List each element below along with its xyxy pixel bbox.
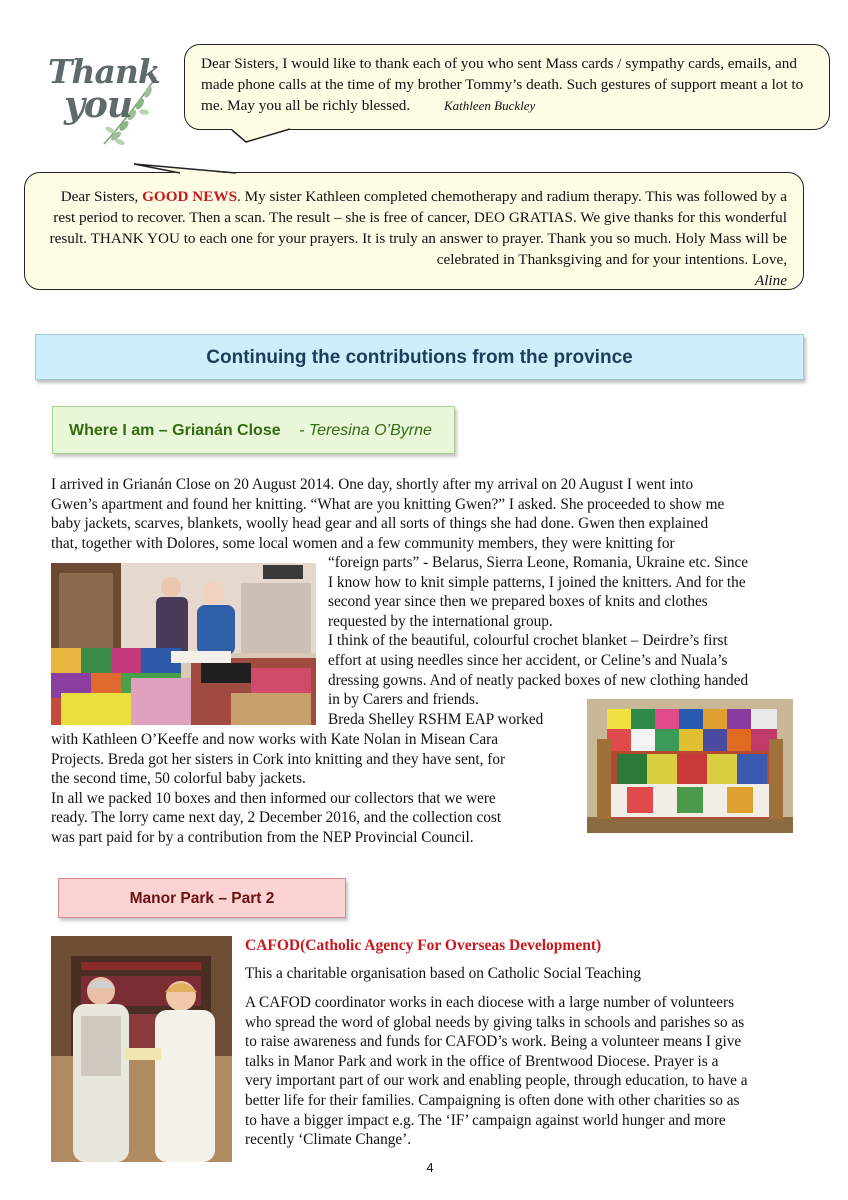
text-line: requested by the international group. <box>328 612 553 630</box>
photo-patchwork-chair <box>587 699 793 833</box>
bubble-greeting: Dear Sisters, <box>60 188 143 205</box>
speech-bubble-aline <box>24 172 804 290</box>
text-line: I think of the beautiful, colourful crochet blanket – Deirdre’s first <box>328 632 728 650</box>
thank-you-logo <box>44 52 162 152</box>
text-line: better life for their families. Campaigning is often done with other charities so as <box>245 1091 740 1109</box>
text-line: Projects. Breda got her sisters in Cork into knitting and they have sent, for <box>51 750 506 768</box>
bubble-text: Dear Sisters, I would like to thank each of you who sent Mass cards / sympathy cards, emails, and made phone calls at the time of my brother Tommy’s death. Such gestures of support meant a lot to me. May you all be richly blessed. <box>201 55 804 114</box>
bubble-signature: Kathleen Buckley <box>444 98 536 113</box>
text-line: was part paid for by a contribution from the NEP Provincial Council. <box>51 828 474 846</box>
text-line: with Kathleen O’Keeffe and now works with Kate Nolan in Misean Cara <box>51 731 499 748</box>
text-line: dressing gowns. And of neatly packed boxes of new clothing handed <box>328 671 749 689</box>
photo-cafod-sisters <box>51 936 232 1162</box>
bubble-tail <box>230 126 310 146</box>
text-line: to raise awareness and funds for CAFOD’s work. Being a volunteer means I give <box>245 1033 742 1051</box>
cafod-heading: CAFOD(Catholic Agency For Overseas Development) <box>245 937 602 954</box>
text-line: ready. The lorry came next day, 2 December 2016, and the collection cost <box>51 809 502 827</box>
cafod-paragraph <box>245 993 815 1150</box>
text-line: Breda Shelley RSHM EAP worked <box>328 710 544 728</box>
article-paragraph-top <box>51 475 821 553</box>
text-line: “foreign parts” - Belarus, Sierra Leone, Romania, Ukraine etc. Since <box>328 554 749 571</box>
article-title-banner <box>58 878 346 918</box>
text-line: A CAFOD coordinator works in each diocese with a large number of volunteers <box>245 994 735 1011</box>
text-line: in by Carers and friends. <box>328 691 479 709</box>
text-line: to have a bigger impact e.g. The ‘IF’ campaign against world hunger and more <box>245 1111 726 1129</box>
section-banner-title: Continuing the contributions from the province <box>206 347 633 368</box>
text-line: Gwen’s apartment and found her knitting. “What are you knitting Gwen?” I asked. She proceeded to show me <box>51 495 725 513</box>
text-line: In all we packed 10 boxes and then informed our collectors that we were <box>51 789 496 807</box>
bubble-message <box>47 186 787 291</box>
text-line: I arrived in Grianán Close on 20 August 2014. One day, shortly after my arrival on 20 August I went into <box>51 476 694 493</box>
article-author: - Teresina O’Byrne <box>299 422 432 439</box>
text-line: baby jackets, scarves, blankets, woolly head gear and all sorts of things she had done. Gwen then explained <box>51 515 709 533</box>
article-title-banner <box>52 406 455 454</box>
text-line: recently ‘Climate Change’. <box>245 1131 412 1149</box>
text-line: who spread the word of global needs by giving talks in schools and parishes so as <box>245 1013 745 1031</box>
photo-sisters-knitting <box>51 563 316 725</box>
article2-body <box>245 936 815 1150</box>
logo-word-you: you <box>64 84 133 126</box>
logo-word-thank: Thank <box>48 52 160 91</box>
text-line: second year since then we prepared boxes of knits and clothes <box>328 593 708 611</box>
text-line: the second time, 50 colorful baby jackets. <box>51 770 306 788</box>
page-number: 4 <box>426 1160 434 1175</box>
text-line: very important part of our work and enabling people, through education, to have a <box>245 1072 748 1090</box>
bubble-text: . My sister Kathleen completed chemotherapy and radium therapy. This was followed by a rest period to recover. Then a scan. The result – she is free of cancer, DEO GRATIAS. We give thanks for this wonderful result. THANK YOU to each one for your prayers. It is truly an answer to prayer. Thank you so much. Holy Mass will be celebrated in Thanksgiving and for your intentions. Love, <box>49 188 787 268</box>
bubble-message <box>201 53 817 116</box>
speech-bubble-kathleen <box>184 44 830 130</box>
article-paragraph-bottom <box>51 730 581 848</box>
article-title: Where I am – Grianán Close <box>69 422 281 439</box>
bubble-tail <box>120 160 240 180</box>
text-line: I know how to knit simple patterns, I joined the knitters. And for the <box>328 573 746 591</box>
text-line: that, together with Dolores, some local women and a few community members, they were knitting for <box>51 534 675 552</box>
text-line: effort at using needles since her accident, or Celine’s and Nuala’s <box>328 651 728 669</box>
article-title: Manor Park – Part 2 <box>129 890 275 907</box>
good-news-highlight: GOOD NEWS <box>142 188 238 205</box>
cafod-intro: This a charitable organisation based on Catholic Social Teaching <box>245 965 641 982</box>
section-banner <box>35 334 804 380</box>
bubble-signature: Aline <box>754 272 787 289</box>
text-line: talks in Manor Park and work in the office of Brentwood Diocese. Prayer is a <box>245 1052 719 1070</box>
